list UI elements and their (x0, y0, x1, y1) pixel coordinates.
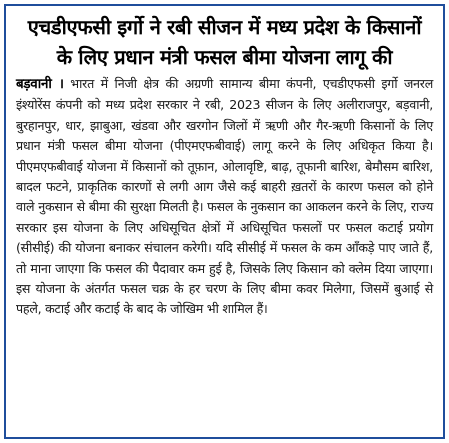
headline (16, 12, 433, 72)
news-clipping (4, 4, 445, 439)
headline-line-2: के लिए प्रधान मंत्री फसल बीमा योजना लागू की (56, 45, 393, 69)
article-body-text: भारत में निजी क्षेत्र की अग्रणी सामान्य बीमा कंपनी, एचडीएफसी इर्गो जनरल इंश्योरेंस कंपनी को मध्य प्रदेश सरकार ने रबी, 2023 सीजन के लिए अलीराजपुर, बड़वानी, बुरहानपुर, धार, झाबुआ, खंडवा और खरगोन जिलों में ऋणी और गैर-ऋणी किसानों के लिए प्रधान मंत्री फसल बीमा योजना (पीएमएफबीवाई) लागू करने के लिए अधिकृत किया है।पीएमएफबीवाई योजना में किसानों को तूफ़ान, ओलावृष्टि, बाढ़, तूफानी बारिश, बेमौसम बारिश, बादल फटने, प्राकृतिक कारणों से लगी आग जैसे कई बाहरी ख़तरों के कारण फसल को होने वाले नुकसान से बीमा की सुरक्षा मिलती है। फसल के नुकसान का आकलन करने के लिए, राज्य सरकार इस योजना के लिए अधिसूचित क्षेत्रों में अधिसूचित फसलों पर फसल कटाई प्रयोग (सीसीई) की योजना बनाकर संचालन करेगी। यदि सीसीई में फसल के कम आँकड़े पाए जाते हैं, तो माना जाएगा कि फसल की पैदावार कम हुई है, जिसके लिए किसान को क्लेम दिया जाएगा।इस योजना के अंतर्गत फसल चक्र के हर चरण के लिए बीमा कवर मिलेगा, जिसमें बुआई से पहले, कटाई और कटाई के बाद के जोखिम भी शामिल हैं। (16, 76, 433, 317)
headline-line-1: एचडीएफसी इर्गो ने रबी सीजन में मध्य प्रदेश के किसानों (27, 15, 422, 39)
dateline: बड़वानी । (16, 77, 64, 92)
article-body (16, 74, 433, 320)
